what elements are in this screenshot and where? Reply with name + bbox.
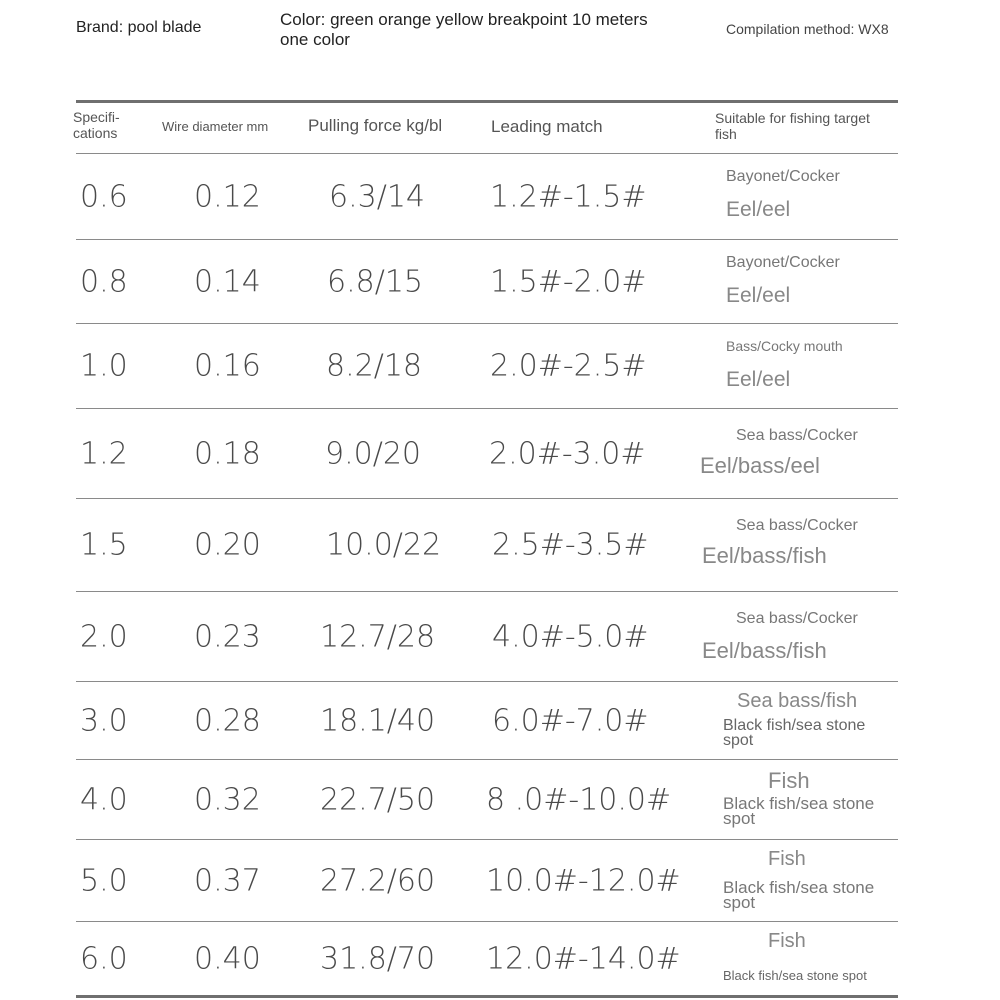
color-label: Color: green orange yellow breakpoint 10 meters one color xyxy=(280,10,648,49)
fish-line-1: Sea bass/fish xyxy=(737,690,858,712)
lead-cell: 2.0#-3.0# xyxy=(489,436,646,471)
table-top-rule xyxy=(76,100,898,103)
pull-cell: 31.8/70 xyxy=(320,941,436,977)
fish-line-1: Bayonet/Cocker xyxy=(726,254,840,271)
pull-cell: 10.0/22 xyxy=(326,527,442,563)
wire-cell: 0.18 xyxy=(194,436,261,471)
spec-cell: 1.5 xyxy=(80,527,128,563)
fish-line-2: Black fish/sea stone spot xyxy=(723,717,866,749)
pull-cell: 9.0/20 xyxy=(325,436,421,471)
lead-cell: 1.2#-1.5# xyxy=(490,179,647,214)
wire-cell: 0.12 xyxy=(194,179,261,214)
header-wire-diameter: Wire diameter mm xyxy=(162,119,269,134)
pull-cell: 12.7/28 xyxy=(320,619,436,654)
fish-cell xyxy=(700,240,900,323)
fish-line-2: Eel/bass/fish xyxy=(702,638,827,663)
fish-cell xyxy=(700,409,900,498)
spec-cell: 1.2 xyxy=(80,436,128,471)
lead-cell: 2.0#-2.5# xyxy=(490,348,647,384)
fish-cell xyxy=(700,324,900,408)
fish-line-1: Fish xyxy=(768,768,810,793)
lead-cell: 6.0#-7.0# xyxy=(492,703,649,738)
wire-cell: 0.20 xyxy=(194,527,261,563)
table-row xyxy=(0,324,1000,408)
header-specifications: Specifi-cations xyxy=(73,109,120,141)
table-row xyxy=(0,840,1000,921)
lead-cell: 2.5#-3.5# xyxy=(492,527,649,563)
fish-line-1: Bayonet/Cocker xyxy=(726,168,840,185)
fish-line-1: Sea bass/Cocker xyxy=(736,427,858,444)
wire-cell: 0.23 xyxy=(194,619,261,654)
wire-cell: 0.37 xyxy=(194,863,261,898)
table-row xyxy=(0,592,1000,681)
fish-cell xyxy=(700,592,900,681)
table-row xyxy=(0,154,1000,239)
fish-line-1: Bass/Cocky mouth xyxy=(726,338,843,354)
fish-line-2: Eel/bass/fish xyxy=(702,543,827,568)
header-pulling-force: Pulling force kg/bl xyxy=(308,116,443,135)
header-leading-match: Leading match xyxy=(491,117,603,136)
table-row xyxy=(0,240,1000,323)
table-row xyxy=(0,409,1000,498)
spec-cell: 2.0 xyxy=(80,619,128,654)
fish-line-1: Sea bass/Cocker xyxy=(736,610,858,627)
fish-line-2: Black fish/sea stone spot xyxy=(723,968,867,983)
fish-line-2: Eel/eel xyxy=(726,198,791,221)
spec-cell: 4.0 xyxy=(80,782,128,817)
fish-cell xyxy=(700,840,900,921)
pull-cell: 18.1/40 xyxy=(320,703,436,738)
fish-line-1: Sea bass/Cocker xyxy=(736,517,858,534)
pull-cell: 6.8/15 xyxy=(327,264,423,299)
spec-cell: 5.0 xyxy=(80,863,128,898)
lead-cell: 8 .0#-10.0# xyxy=(486,782,672,817)
lead-cell: 10.0#-12.0# xyxy=(486,863,681,898)
lead-cell: 12.0#-14.0# xyxy=(486,941,681,977)
wire-cell: 0.28 xyxy=(194,703,261,738)
pull-cell: 6.3/14 xyxy=(329,179,425,214)
wire-cell: 0.14 xyxy=(194,264,261,299)
table-bottom-rule xyxy=(76,995,898,998)
lead-cell: 4.0#-5.0# xyxy=(492,619,649,654)
wire-cell: 0.16 xyxy=(194,348,261,384)
spec-cell: 0.8 xyxy=(80,264,128,299)
wire-cell: 0.32 xyxy=(194,782,261,817)
spec-cell: 0.6 xyxy=(80,179,128,214)
fish-line-2: Eel/eel xyxy=(726,368,791,391)
table-row xyxy=(0,682,1000,759)
fish-cell xyxy=(700,760,900,839)
fish-cell xyxy=(700,499,900,591)
fish-line-2: Black fish/sea stone spot xyxy=(723,878,875,912)
table-row xyxy=(0,922,1000,996)
pull-cell: 8.2/18 xyxy=(326,348,422,384)
fish-line-2: Eel/eel xyxy=(726,284,791,307)
lead-cell: 1.5#-2.0# xyxy=(490,264,647,299)
fish-cell xyxy=(700,154,900,239)
compilation-method-label: Compilation method: WX8 xyxy=(726,21,889,37)
fish-line-1: Fish xyxy=(768,848,806,870)
wire-cell: 0.40 xyxy=(194,941,261,977)
spec-cell: 1.0 xyxy=(80,348,128,384)
table-row xyxy=(0,499,1000,591)
fish-line-2: Eel/bass/eel xyxy=(700,453,820,478)
header-target-fish: Suitable for fishing target fish xyxy=(715,110,870,142)
fish-line-2: Black fish/sea stone spot xyxy=(723,794,875,828)
pull-cell: 27.2/60 xyxy=(320,863,436,898)
spec-cell: 6.0 xyxy=(80,941,128,977)
fish-cell xyxy=(700,682,900,759)
fish-line-1: Fish xyxy=(768,930,806,952)
table-row xyxy=(0,760,1000,839)
spec-cell: 3.0 xyxy=(80,703,128,738)
fish-cell xyxy=(700,922,900,996)
pull-cell: 22.7/50 xyxy=(320,782,436,817)
brand-label: Brand: pool blade xyxy=(76,19,202,36)
